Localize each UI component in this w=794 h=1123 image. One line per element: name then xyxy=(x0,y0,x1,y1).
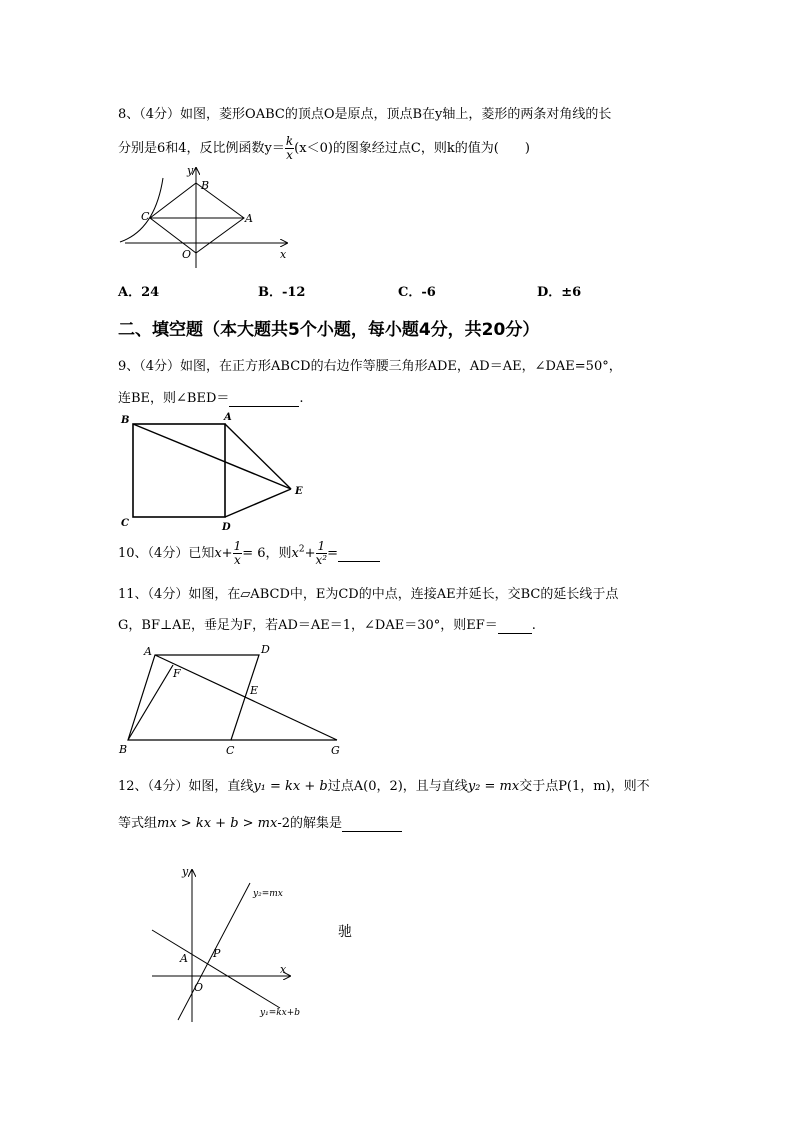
q8-label-A: A xyxy=(245,212,253,225)
q9-square xyxy=(133,424,225,517)
q10-eq: = xyxy=(327,546,338,561)
q12-inequality: mx > kx + b > mx xyxy=(157,816,278,831)
q9-line-DE xyxy=(225,489,291,517)
q10-frac1-den: x xyxy=(234,553,241,567)
q12-line2 xyxy=(118,812,402,832)
q12-label-O: O xyxy=(194,981,204,994)
q12-figure xyxy=(140,860,315,1025)
q11-label-D: D xyxy=(261,643,270,656)
q12-label-P: P xyxy=(213,947,221,960)
q9-line-BE xyxy=(133,424,291,489)
q12-label-y1: y₁=kx+b xyxy=(260,1008,301,1018)
q9-label-A: A xyxy=(224,412,232,423)
q11-line2-text: G，BF⊥AE，垂足为F，若AD＝AE＝1，∠DAE＝30°，则EF＝ xyxy=(118,618,498,633)
q8-line2 xyxy=(118,135,530,162)
q9-figure xyxy=(115,410,315,535)
q11-label-A: A xyxy=(144,645,152,658)
q12-answer-blank[interactable] xyxy=(342,816,402,832)
q8-option-c[interactable]: C．-6 xyxy=(398,285,436,300)
q10-line xyxy=(118,540,380,567)
q12-label-y2: y₂=mx xyxy=(253,889,283,899)
q8-label-C: C xyxy=(141,210,150,223)
q12-y1-expr: y₁ = kx + b xyxy=(253,779,328,794)
q11-label-F: F xyxy=(173,667,181,680)
q8-option-b[interactable]: B．-12 xyxy=(258,285,306,300)
q9-line-AE xyxy=(225,424,291,489)
q11-parallelogram xyxy=(128,655,259,740)
q10-frac1 xyxy=(233,540,243,567)
q8-frac-den: x xyxy=(286,148,293,162)
q11-line-BF xyxy=(128,665,173,740)
q12-label-A: A xyxy=(180,952,188,965)
q9-line2 xyxy=(118,387,304,407)
q8-option-a[interactable]: A．24 xyxy=(118,285,160,300)
q10-frac2-num: 1 xyxy=(317,539,326,553)
q9-label-B: B xyxy=(121,415,130,426)
q11-label-G: G xyxy=(331,744,340,757)
q8-label-B: B xyxy=(201,179,210,192)
q12-line1-post: 交于点P(1，m)，则不 xyxy=(519,779,650,794)
q8-line1: 8、（4分）如图，菱形OABC的顶点O是原点，顶点B在y轴上，菱形的两条对角线的长 xyxy=(118,107,612,122)
q10-x2: x xyxy=(291,546,299,561)
q10-pre: 10、（4分）已知 xyxy=(118,546,215,561)
q9-answer-blank[interactable] xyxy=(229,391,299,407)
q8-option-d[interactable]: D．±6 xyxy=(537,285,582,300)
q11-figure xyxy=(115,640,355,758)
q9-line1: 9、（4分）如图，在正方形ABCD的右边作等腰三角形ADE，AD＝AE，∠DAE=50°， xyxy=(118,359,622,374)
q8-line2-post: (x＜0)的图象经过点C，则k的值为( ) xyxy=(294,141,530,156)
q9-line2-end: . xyxy=(299,391,304,406)
q9-line2-text: 连BE，则∠BED＝ xyxy=(118,391,230,406)
q12-y2-expr: y₂ = mx xyxy=(467,779,520,794)
q11-label-B: B xyxy=(119,743,128,756)
stray-character: 驰 xyxy=(338,924,352,940)
q12-line2-post: -2的解集是 xyxy=(277,816,343,831)
q10-plus2: + xyxy=(304,546,316,561)
q8-frac-num: k xyxy=(285,134,294,148)
q11-label-C: C xyxy=(226,744,235,757)
q10-eq6: = 6，则 xyxy=(242,546,292,561)
q12-line1-mid: 过点A(0，2)，且与直线 xyxy=(327,779,468,794)
q12-line-y1 xyxy=(152,930,280,1008)
q10-x: x xyxy=(214,546,222,561)
q10-answer-blank[interactable] xyxy=(338,546,380,562)
q11-line2 xyxy=(118,614,536,634)
q12-line1 xyxy=(118,775,650,794)
q8-figure xyxy=(115,160,300,270)
q11-line2-end: . xyxy=(531,618,536,633)
section-heading-fill-blank: 二、填空题（本大题共5个小题，每小题4分，共20分） xyxy=(118,320,540,340)
q8-label-O: O xyxy=(182,248,192,261)
q10-plus: + xyxy=(221,546,233,561)
q8-fraction xyxy=(285,135,294,162)
q12-label-y: y xyxy=(182,865,189,878)
q10-frac2-den: x² xyxy=(315,553,328,567)
q10-frac2 xyxy=(316,540,328,567)
q11-line-AG xyxy=(155,655,337,740)
q8-label-y: y xyxy=(187,164,194,177)
q12-label-x: x xyxy=(280,963,287,976)
q10-sup2: 2 xyxy=(298,544,305,555)
q8-label-x: x xyxy=(280,248,287,261)
q12-line2-pre: 等式组 xyxy=(118,816,158,831)
q9-label-D: D xyxy=(222,522,231,533)
q11-label-E: E xyxy=(250,684,259,697)
q11-line1: 11、（4分）如图，在▱ABCD中，E为CD的中点，连接AE并延长，交BC的延长线于点 xyxy=(118,587,619,602)
q8-line2-pre: 分别是6和4，反比例函数y＝ xyxy=(118,141,285,156)
q10-frac1-num: 1 xyxy=(233,539,242,553)
q9-label-E: E xyxy=(295,486,303,497)
q12-line1-pre: 12、（4分）如图，直线 xyxy=(118,779,254,794)
q11-answer-blank[interactable] xyxy=(498,618,532,634)
q9-label-C: C xyxy=(121,518,129,529)
